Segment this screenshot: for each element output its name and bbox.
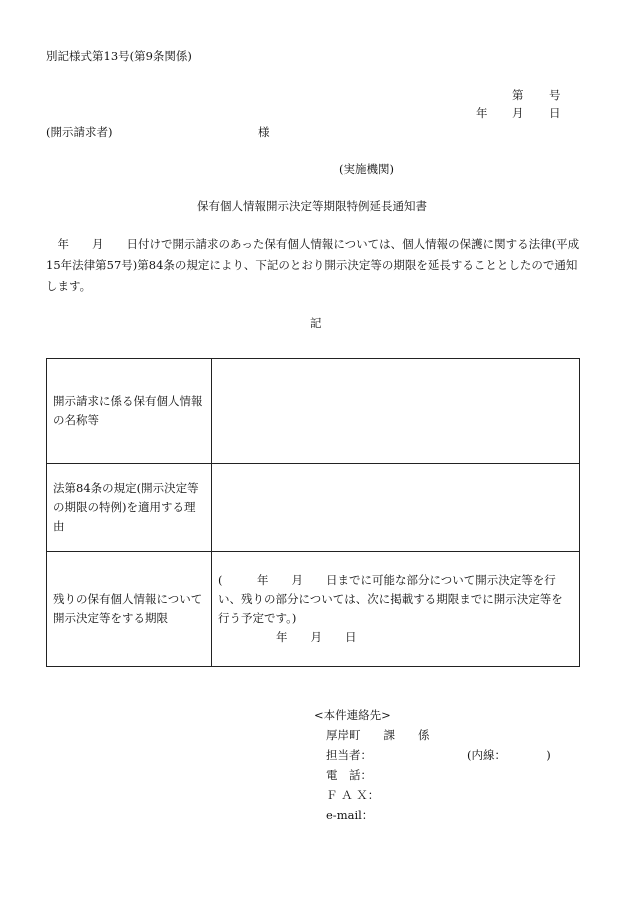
date-year: 年 (476, 106, 488, 120)
recipient-label: (開示請求者) (46, 125, 113, 139)
table-row (47, 359, 580, 464)
table-row (47, 552, 580, 667)
body-text: 年 月 日付けで開示請求のあった保有個人情報については、個人情報の保護に関する法律(平成15年法律第57号)第84条の規定により、下記のとおり開示決定等の期限を延長することとしたので通知します。 (46, 237, 580, 293)
row-label-deadline: 残りの保有個人情報について開示決定等をする期限 (47, 552, 212, 667)
doc-number-suffix: 号 (549, 88, 561, 102)
form-reference: 別記様式第13号(第9条関係) (46, 49, 192, 63)
row-label-reason: 法第84条の規定(開示決定等の期限の特例)を適用する理由 (47, 464, 212, 552)
contact-extension: (内線： ) (467, 748, 551, 762)
table-row (47, 464, 580, 552)
contact-heading: <本件連絡先> (314, 708, 391, 722)
ki-label: 記 (310, 316, 322, 330)
contact-email-label: e-mail： (326, 808, 374, 822)
recipient-honorific: 様 (258, 125, 270, 139)
date-month: 月 (512, 106, 524, 120)
contact-person-label: 担当者： (326, 748, 372, 762)
contact-block (314, 705, 551, 825)
contact-phone-label: 電 話： (326, 768, 372, 782)
contact-fax-label: Ｆ Ａ Ｘ： (326, 788, 380, 802)
date-day: 日 (549, 106, 561, 120)
row-value-reason (212, 464, 580, 552)
deadline-text: ( 年 月 日までに可能な部分について開示決定等を行い、残りの部分については、次に掲載する期限までに開示決定等を行う予定です。) (218, 573, 563, 625)
info-table (46, 358, 580, 667)
row-value-deadline (212, 552, 580, 667)
row-label-name: 開示請求に係る保有個人情報の名称等 (47, 359, 212, 464)
doc-number-prefix: 第 (512, 88, 524, 102)
document-title: 保有個人情報開示決定等期限特例延長通知書 (197, 199, 427, 213)
row-value-name (212, 359, 580, 464)
contact-dept: 厚岸町 課 係 (326, 728, 430, 742)
issuer: (実施機関) (339, 162, 394, 176)
deadline-date: 年 月 日 (276, 630, 357, 644)
